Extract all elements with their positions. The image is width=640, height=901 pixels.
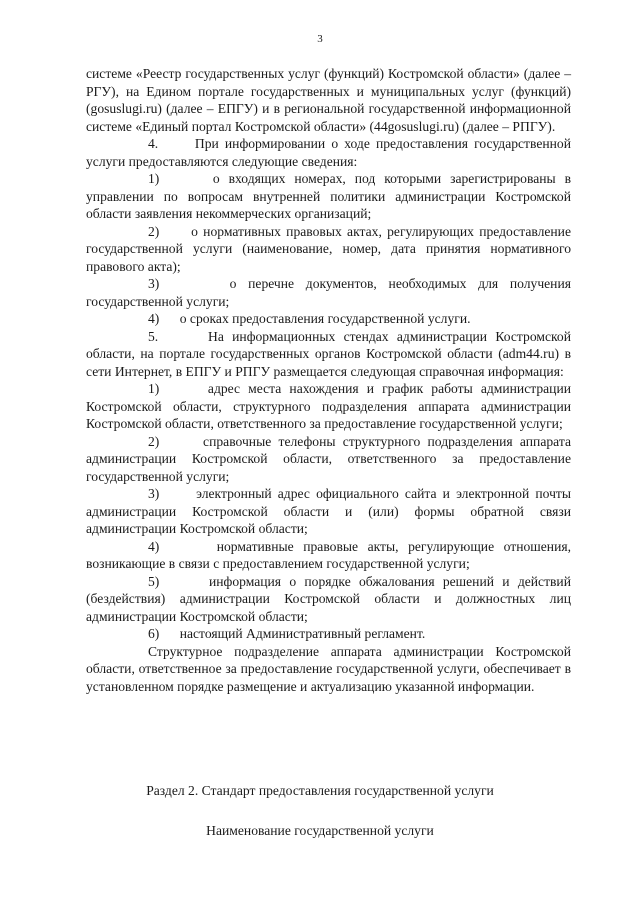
paragraph-5: 5. На информационных стендах администрации Костромской области, на портале государственных органов Костромской области (adm44.ru) в сети Интернет, в ЕПГУ и РПГУ размещается следующая справочная информация: [86,328,571,379]
list-item-5-6: 6) настоящий Административный регламент. [148,626,426,641]
list-item-5-3: 3) электронный адрес официального сайта и электронной почты администрации Костромской области и (или) формы обратной связи администрации Костромской области; [86,486,571,536]
page-number: 3 [317,33,323,45]
list-item-5-4: 4) нормативные правовые акты, регулирующие отношения, возникающие в связи с предоставлением государственной услуги; [86,538,571,571]
paragraph-responsible-unit: Структурное подразделение аппарата администрации Костромской области, ответственное за предоставление государственной услуги, обеспечивает в установленном порядке размещение и актуализацию указанной информации. [86,643,571,694]
paragraph-4: 4. При информировании о ходе предоставления государственной услуги предоставляются следующие сведения: [86,136,571,169]
paragraph-intro-continuation: системе «Реестр государственных услуг (функций) Костромской области» (далее – РГУ), на Едином портале государственных и муниципальных услуг (функций) (gosuslugi.ru) (далее – ЕПГУ) и в региональной государственной информационной системе «Единый портал Костромской области» (44gosuslugi.ru) (далее – РПГУ). [86,66,571,134]
section-heading: Раздел 2. Стандарт предоставления государственной услуги [146,783,494,798]
list-item-5-1: 1) адрес места нахождения и график работы администрации Костромской области, структурного подразделения аппарата администрации Костромской области, ответственного за предоставление государственной услуги; [86,381,571,431]
subheading: Наименование государственной услуги [206,823,434,838]
list-item-4-1: 1) о входящих номерах, под которыми зарегистрированы в управлении по вопросам внутренней политики администрации Костромской области заявления некоммерческих организаций; [86,171,571,221]
body-text [86,65,571,695]
list-item-4-2: 2) о нормативных правовых актах, регулирующих предоставление государственной услуги (наименование, номер, дата принятия нормативного правового акта); [86,223,571,274]
list-item-5-2: 2) справочные телефоны структурного подразделения аппарата администрации Костромской области, ответственного за предоставление государственной услуги; [86,433,571,484]
list-item-5-5: 5) информация о порядке обжалования решений и действий (бездействия) администрации Костромской области и должностных лиц администрации Костромской области; [86,573,571,624]
list-item-4-4: 4) о сроках предоставления государственной услуги. [148,311,471,326]
list-item-4-3: 3) о перечне документов, необходимых для получения государственной услуги; [86,276,571,309]
